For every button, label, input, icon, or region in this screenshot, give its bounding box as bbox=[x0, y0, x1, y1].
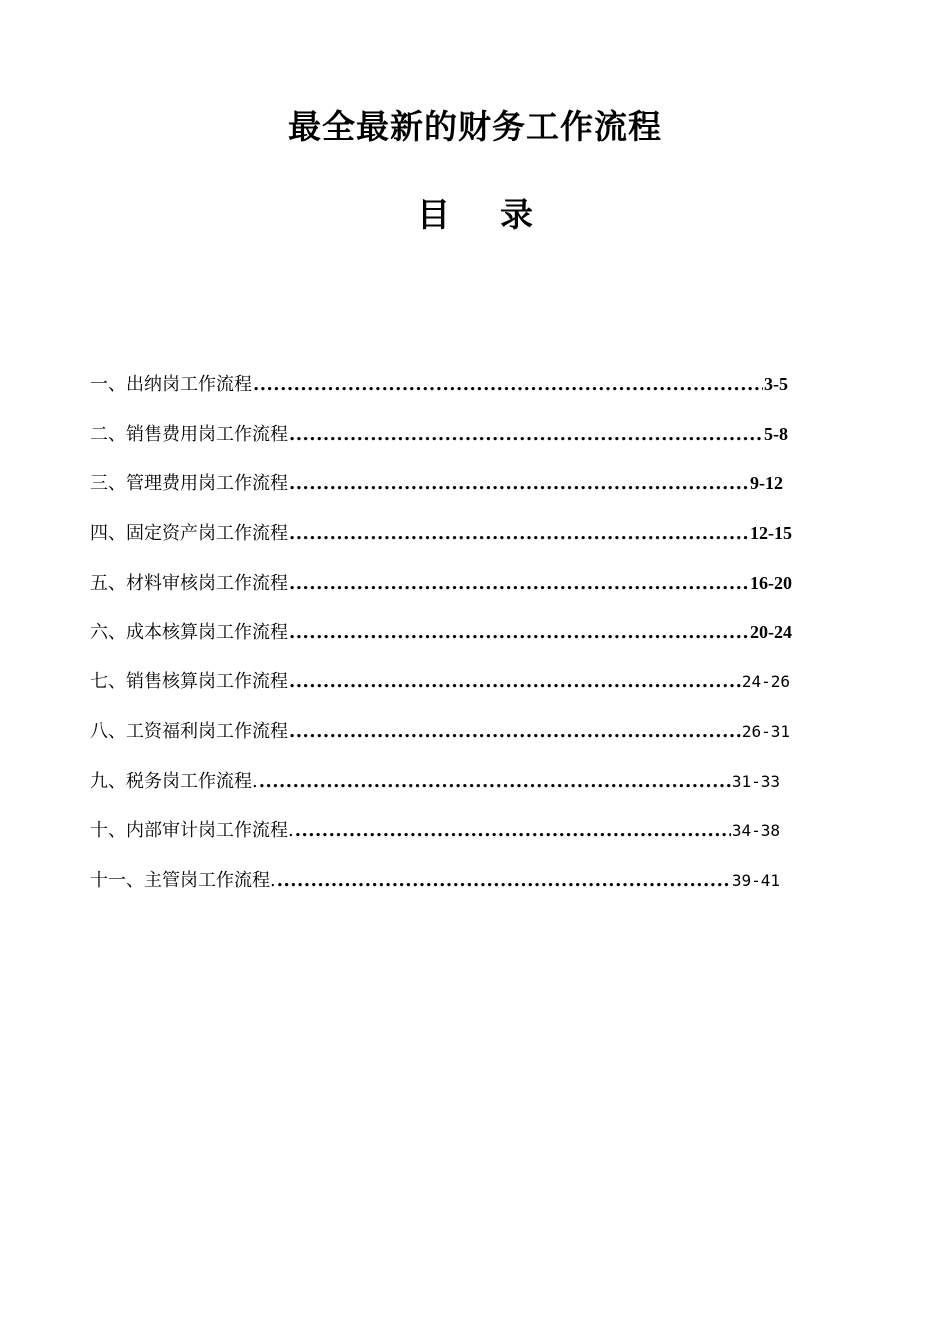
toc-entry-payroll-benefits[interactable] bbox=[90, 718, 810, 768]
toc-entry-label: 三、管理费用岗工作流程 bbox=[90, 473, 288, 495]
toc-entry-admin-expense[interactable] bbox=[90, 469, 810, 519]
toc-entry-page: 5-8 bbox=[764, 423, 788, 444]
toc-leader-dots bbox=[289, 619, 749, 647]
toc-leader-dots bbox=[259, 768, 731, 796]
toc-entry-label: 一、出纳岗工作流程 bbox=[90, 374, 252, 395]
toc-heading-char-2: 录 bbox=[500, 195, 533, 234]
toc-entry-tax[interactable] bbox=[90, 768, 810, 818]
toc-leader-dots bbox=[289, 668, 741, 696]
toc-leader-dots bbox=[289, 470, 749, 498]
toc-entry-sales-expense[interactable] bbox=[90, 420, 810, 470]
toc-entry-label: 十一、主管岗工作流程. bbox=[90, 869, 276, 891]
toc-entry-page: 12-15 bbox=[750, 523, 792, 544]
table-of-contents bbox=[90, 370, 810, 917]
toc-entry-sales-accounting[interactable] bbox=[90, 668, 810, 718]
toc-entry-label: 十、内部审计岗工作流程. bbox=[90, 820, 294, 842]
toc-entry-label: 七、销售核算岗工作流程 bbox=[90, 671, 288, 693]
toc-entry-page: 9-12 bbox=[750, 473, 783, 494]
toc-entry-label: 二、销售费用岗工作流程 bbox=[90, 423, 288, 445]
toc-leader-dots bbox=[289, 421, 763, 449]
toc-entry-page: 24-26 bbox=[741, 672, 790, 692]
toc-leader-dots bbox=[289, 718, 741, 746]
toc-leader-dots bbox=[289, 570, 749, 598]
toc-leader-dots bbox=[277, 867, 731, 895]
toc-leader-dots bbox=[253, 371, 763, 399]
toc-entry-material-audit[interactable] bbox=[90, 569, 810, 619]
toc-entry-label: 四、固定资产岗工作流程 bbox=[90, 523, 288, 545]
toc-entry-page: 16-20 bbox=[750, 572, 792, 593]
toc-leader-dots bbox=[289, 520, 749, 548]
toc-heading bbox=[0, 192, 950, 238]
toc-entry-cashier[interactable] bbox=[90, 370, 810, 420]
toc-entry-supervisor[interactable] bbox=[90, 867, 810, 917]
toc-entry-internal-audit[interactable] bbox=[90, 817, 810, 867]
toc-entry-page: 34-38 bbox=[731, 821, 780, 841]
toc-entry-page: 3-5 bbox=[764, 374, 788, 394]
toc-entry-page: 39-41 bbox=[731, 870, 780, 890]
toc-entry-fixed-assets[interactable] bbox=[90, 519, 810, 569]
toc-entry-label: 九、税务岗工作流程. bbox=[90, 770, 258, 792]
document-title: 最全最新的财务工作流程 bbox=[288, 107, 662, 146]
toc-entry-cost-accounting[interactable] bbox=[90, 618, 810, 668]
toc-heading-char-1: 目 bbox=[417, 195, 450, 234]
toc-entry-page: 20-24 bbox=[750, 622, 792, 643]
toc-entry-label: 六、成本核算岗工作流程 bbox=[90, 622, 288, 644]
toc-entry-label: 八、工资福利岗工作流程 bbox=[90, 720, 288, 742]
toc-leader-dots bbox=[295, 817, 731, 845]
toc-entry-label: 五、材料审核岗工作流程 bbox=[90, 572, 288, 594]
toc-entry-page: 26-31 bbox=[741, 721, 790, 741]
toc-entry-page: 31-33 bbox=[731, 771, 780, 791]
